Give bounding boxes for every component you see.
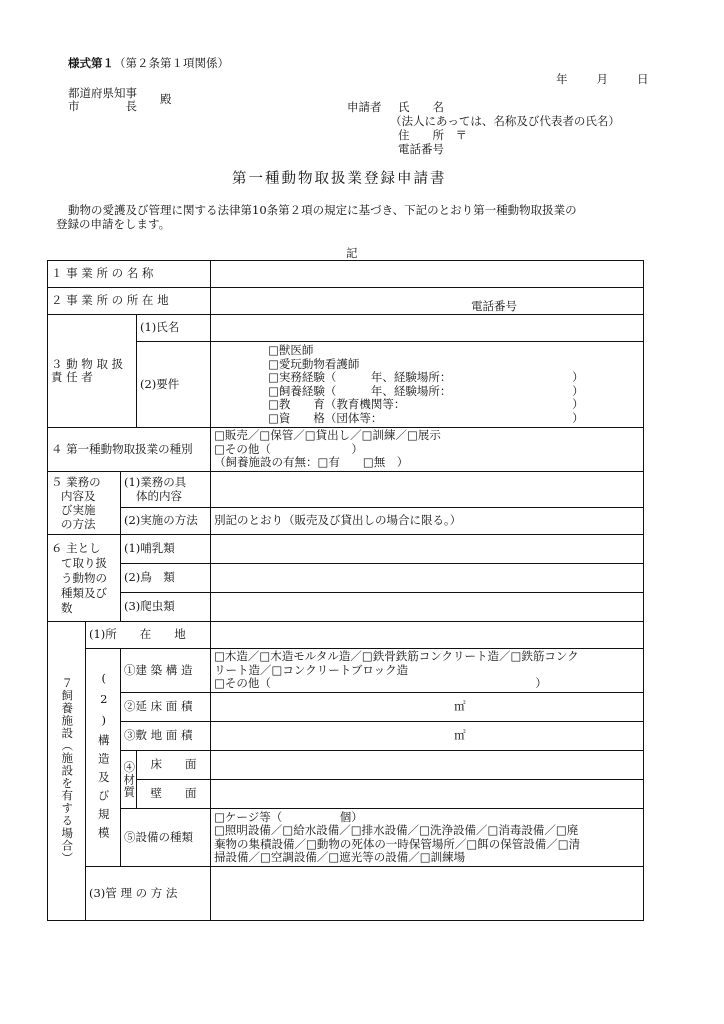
row-management-method xyxy=(48,867,644,921)
req-qualification[interactable]: □資 格（団体等： ） xyxy=(268,410,584,425)
equipment-label: ⑤設備の種類 xyxy=(121,809,211,867)
row-manager-name xyxy=(48,315,644,342)
equip-line-2[interactable]: □照明設備／□給水設備／□排水設備／□洗浄設備／□消毒設備／□廃 xyxy=(214,823,579,837)
facility-location-value[interactable] xyxy=(211,622,644,649)
bc-label-2: 内容及 xyxy=(61,489,96,503)
implementation-method-value[interactable]: 別記のとおり（販売及び貸出しの場合に限る。） xyxy=(211,508,644,535)
birds-label: (2)鳥 類 xyxy=(121,564,211,593)
birds-value[interactable] xyxy=(211,564,644,593)
material-floor-label: 床 面 xyxy=(137,751,211,780)
management-method-label: (3)管 理 の 方 法 xyxy=(86,867,211,921)
equip-line-3[interactable]: 棄物の集積設備／□動物の死体の一時保管場所／□餌の保管設備／□清 xyxy=(214,836,581,851)
row-equipment xyxy=(48,809,644,867)
facility-location-label: (1)所 在 地 xyxy=(86,622,211,649)
at-label-5: 数 xyxy=(61,600,73,615)
date-field: 年 月 日 xyxy=(556,72,651,86)
business-name-value[interactable] xyxy=(211,261,644,288)
equipment-options[interactable] xyxy=(211,809,644,867)
business-name-label: １ 事 業 所 の 名 称 xyxy=(48,261,211,288)
mammals-value[interactable] xyxy=(211,535,644,564)
row-manager-requirements xyxy=(48,342,644,428)
addressee-mayor: 市 長 xyxy=(68,99,137,113)
type-line-2[interactable]: □その他（ ） xyxy=(214,441,363,456)
bc-label-4: の方法 xyxy=(61,517,96,531)
site-area-unit[interactable]: ㎡ xyxy=(211,722,644,751)
form-number: 様式第１ xyxy=(68,56,114,70)
ki-label: 記 xyxy=(346,246,358,260)
floor-area-unit[interactable]: ㎡ xyxy=(211,693,644,722)
req-vet[interactable]: □獣医師 xyxy=(268,343,314,357)
addressee-governor: 都道府県知事 xyxy=(68,86,137,100)
manager-requirement-label: (2)要件 xyxy=(137,342,211,428)
material-label xyxy=(121,751,137,809)
row-site-area xyxy=(48,722,644,751)
row-implementation-method xyxy=(48,508,644,535)
manager-name-label: (1)氏名 xyxy=(137,315,211,342)
facility-label-text: ７飼養施設（施設を有する場合） xyxy=(60,677,75,865)
bc-label-3: び実施 xyxy=(61,503,96,517)
req-work-experience[interactable]: □実務経験（ 年、経験場所： ） xyxy=(268,370,584,384)
manager-name-value[interactable] xyxy=(211,315,644,342)
build-line-1[interactable]: □木造／□木造モルタル造／□鉄骨鉄筋コンクリート造／□鉄筋コンク xyxy=(214,649,579,664)
reptiles-value[interactable] xyxy=(211,593,644,622)
type-line-1[interactable]: □販売／□保管／□貸出し／□訓練／□展示 xyxy=(214,428,441,443)
row-animal-birds xyxy=(48,564,644,593)
business-content-label xyxy=(48,472,121,535)
structure-scale-label xyxy=(86,649,121,867)
implementation-method-label: (2)実施の方法 xyxy=(121,508,211,535)
business-content-detail-value[interactable] xyxy=(211,472,644,508)
building-structure-label: ①建 築 構 造 xyxy=(121,649,211,693)
intro-line-2: 登録の申請をします。 xyxy=(56,217,171,231)
build-line-3[interactable]: □その他（ ） xyxy=(214,676,547,691)
business-location-label: ２ 事 業 所 の 所 在 地 xyxy=(48,288,211,315)
building-structure-options[interactable] xyxy=(211,649,644,693)
form-reference: （第２条第１項関係） xyxy=(114,56,229,70)
build-line-2[interactable]: リート造／□コンクリートブロック造 xyxy=(214,662,409,677)
facility-label xyxy=(48,622,86,921)
bc-label-1: ５ 業務の xyxy=(51,475,101,489)
material-wall-label: 壁 面 xyxy=(137,780,211,809)
row-business-name xyxy=(48,261,644,288)
equip-line-1[interactable]: □ケージ等（ 個） xyxy=(214,809,363,824)
row-animal-mammals xyxy=(48,535,644,564)
applicant-address-label: 住 所 〒 xyxy=(398,128,467,142)
at-label-1: ６ 主とし xyxy=(51,540,101,555)
floor-area-label: ②延 床 面 積 xyxy=(121,693,211,722)
business-type-options[interactable] xyxy=(211,428,644,472)
applicant-label: 申請者 xyxy=(347,100,382,114)
form-number-line xyxy=(68,56,229,70)
row-floor-area xyxy=(48,693,644,722)
site-area-label: ③敷 地 面 積 xyxy=(121,722,211,751)
row-business-location xyxy=(48,288,644,315)
equip-line-4[interactable]: 掃設備／□空調設備／□遮光等の設備／□訓練場 xyxy=(214,850,466,864)
row-business-type xyxy=(48,428,644,472)
req-keeping-experience[interactable]: □飼養経験（ 年、経験場所： ） xyxy=(268,383,584,398)
application-table xyxy=(47,260,644,921)
at-label-4: 種類及び xyxy=(61,585,107,600)
row-building-structure xyxy=(48,649,644,693)
applicant-name-label: 氏 名 xyxy=(398,100,444,114)
material-floor-value[interactable] xyxy=(211,751,644,780)
addressee-dono: 殿 xyxy=(160,92,172,106)
manager-requirement-options[interactable] xyxy=(211,342,644,428)
row-facility-location xyxy=(48,622,644,649)
type-line-3[interactable]: （飼養施設の有無：□有 □無 ） xyxy=(214,455,409,470)
bc-detail-1: (1)業務の具 xyxy=(124,475,187,489)
manager-label: ３ 動 物 取 扱 責 任 者 xyxy=(48,315,137,428)
business-type-label: ４ 第一種動物取扱業の種別 xyxy=(48,428,211,472)
row-material-floor xyxy=(48,751,644,780)
corporation-note: （法人にあっては、名称及び代表者の氏名） xyxy=(390,114,620,128)
at-label-2: て取り扱 xyxy=(61,555,107,570)
business-content-detail-label xyxy=(121,472,211,508)
req-vet-nurse[interactable]: □愛玩動物看護師 xyxy=(268,356,360,371)
material-label-text: ④材質 xyxy=(122,760,137,799)
animal-types-label xyxy=(48,535,121,622)
document-title: 第一種動物取扱業登録申請書 xyxy=(232,171,447,187)
intro-line-1: 動物の愛護及び管理に関する法律第10条第２項の規定に基づき、下記のとおり第一種動物取扱業の xyxy=(68,203,577,217)
applicant-phone-label: 電話番号 xyxy=(398,142,444,156)
structure-scale-text: (2)構造及び規模 xyxy=(96,670,111,845)
mammals-label: (1)哺乳類 xyxy=(121,535,211,564)
business-phone-label[interactable]: 電話番号 xyxy=(211,288,644,315)
req-education[interactable]: □教 育（教育機関等： ） xyxy=(268,397,584,411)
row-material-wall xyxy=(48,780,644,809)
row-business-content xyxy=(48,472,644,508)
management-method-value[interactable] xyxy=(211,867,644,921)
row-animal-reptiles xyxy=(48,593,644,622)
reptiles-label: (3)爬虫類 xyxy=(121,593,211,622)
material-wall-value[interactable] xyxy=(211,780,644,809)
bc-detail-2: 体的内容 xyxy=(136,488,182,503)
at-label-3: う動物の xyxy=(61,570,107,585)
